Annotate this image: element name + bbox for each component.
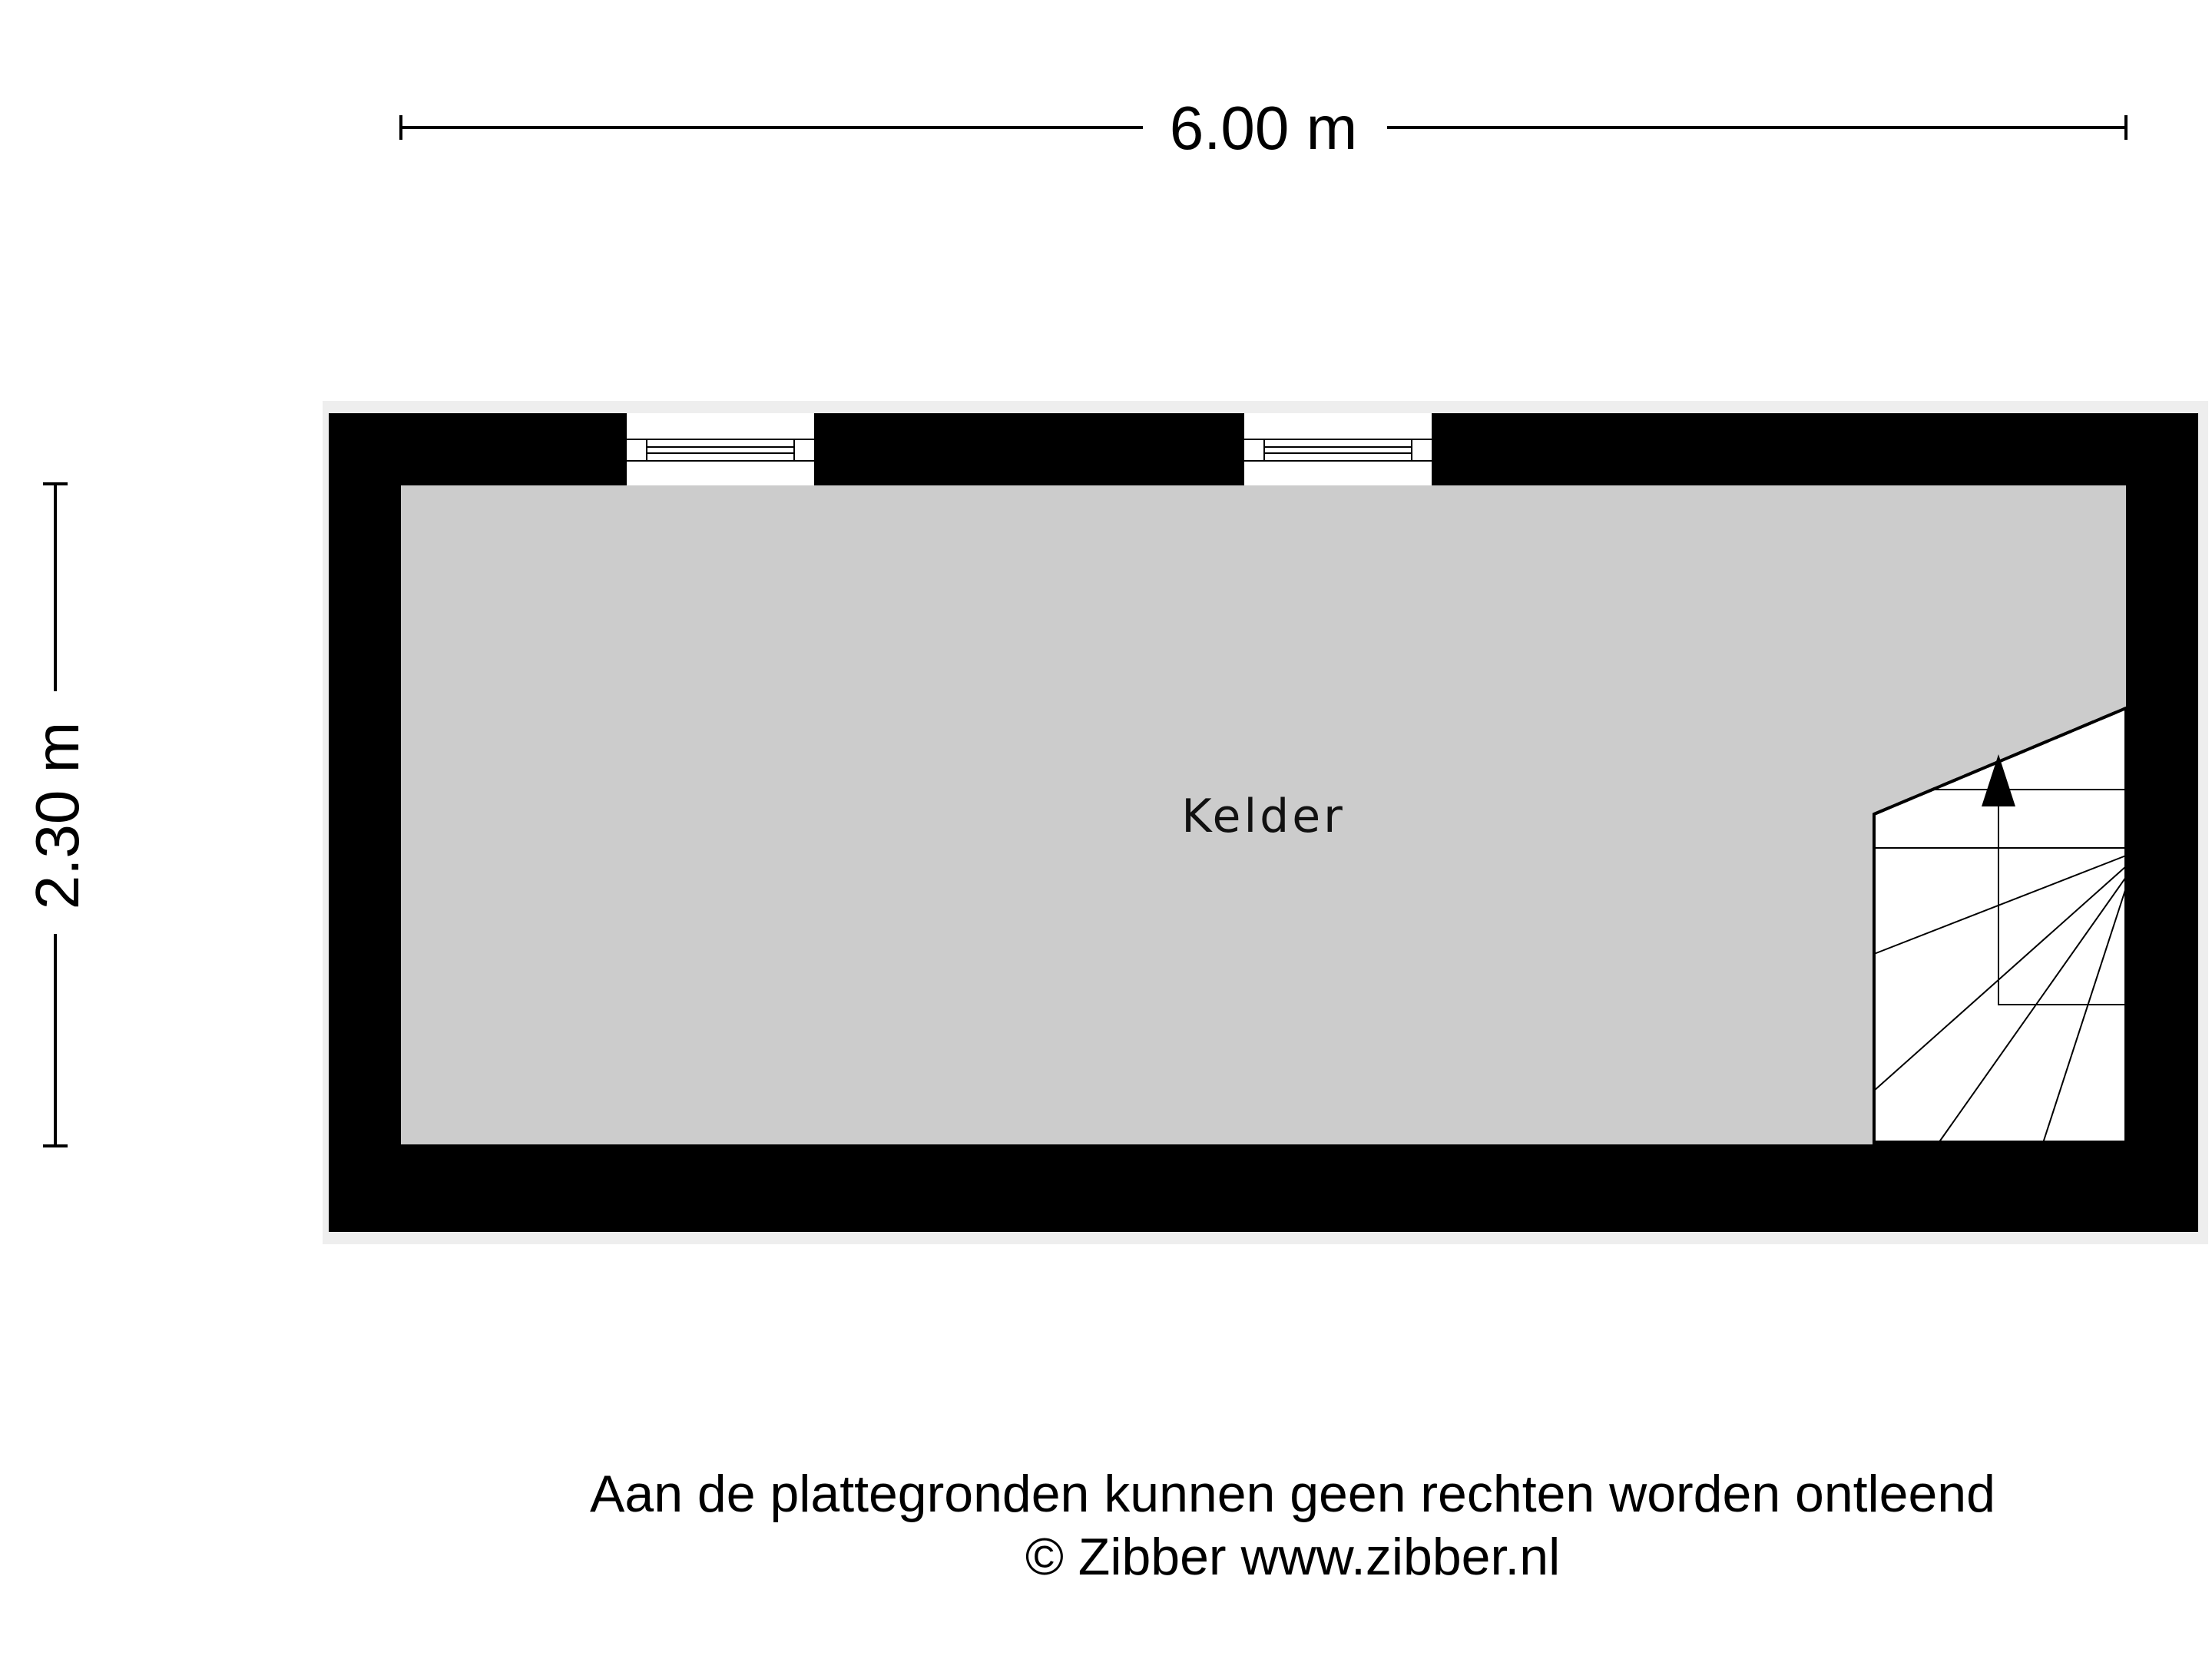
- width-dimension: [401, 94, 2126, 162]
- width-label: 6.00 m: [1169, 94, 1358, 162]
- height-dimension: [23, 484, 91, 1146]
- height-label: 2.30 m: [23, 721, 91, 910]
- window-1: [627, 413, 814, 485]
- disclaimer-text: Aan de plattegronden kunnen geen rechten worden ontleend: [590, 1465, 1995, 1523]
- room-name: Kelder: [1181, 790, 1346, 843]
- copyright-text: © Zibber www.zibber.nl: [1025, 1528, 1561, 1586]
- window-2: [1244, 413, 1432, 485]
